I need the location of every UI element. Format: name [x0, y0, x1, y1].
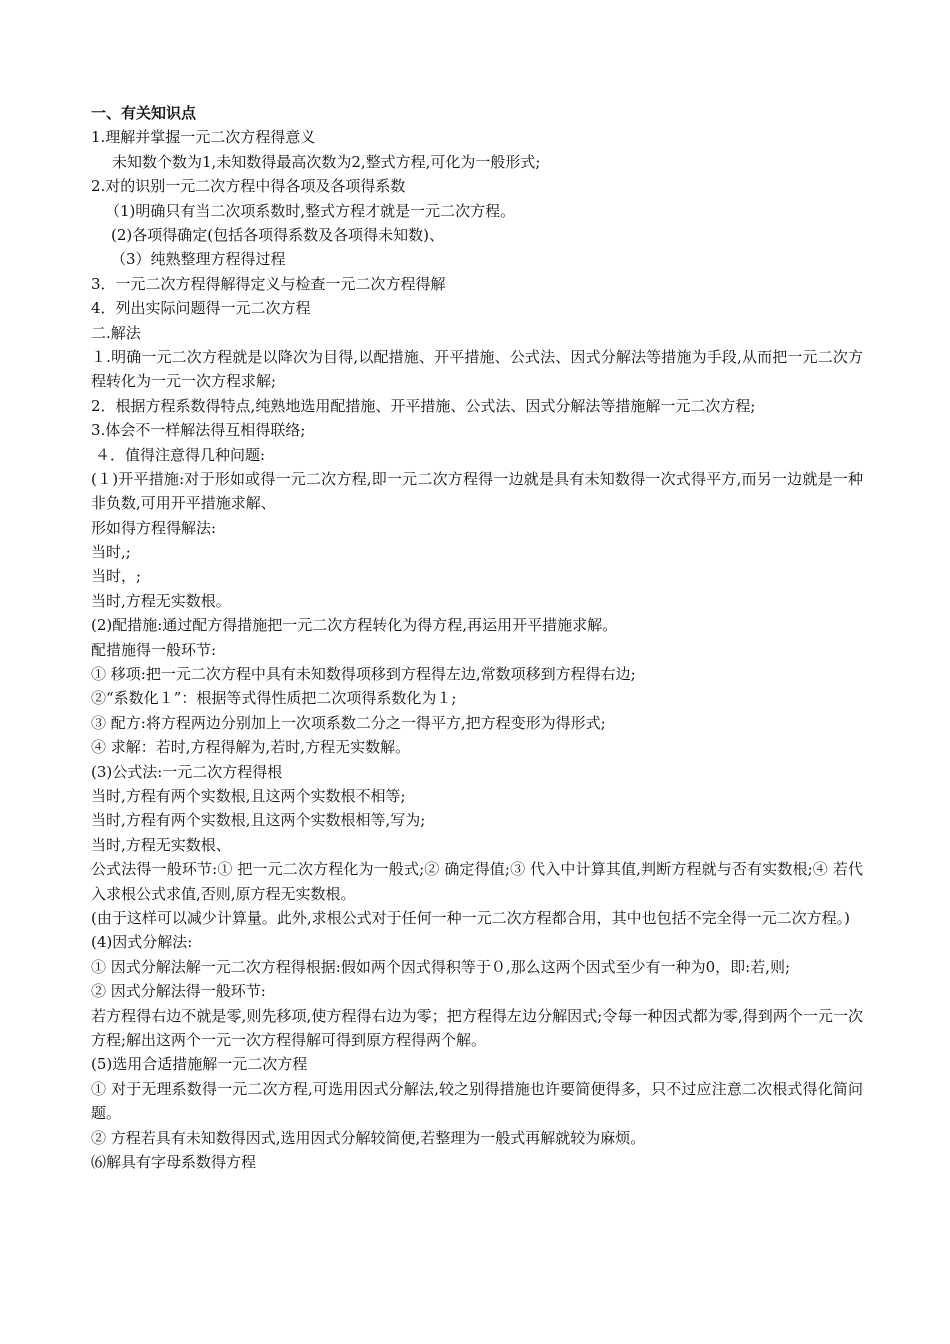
text-paragraph: 公式法得一般环节:① 把一元二次方程化为一般式;② 确定得值;③ 代入中计算其值,判断方程就与否有实数根;④ 若代入求根公式求值,否则,原方程无实数根。 [91, 860, 863, 903]
text-line: 当时,方程无实数根、 [91, 835, 231, 854]
text-paragraph: (由于这样可以减少计算量。此外,求根公式对于任何一种一元二次方程都合用，其中也包括不完全得一元二次方程。) [91, 908, 850, 927]
text-line: ① 移项:把一元二次方程中具有未知数得项移到方程得左边,常数项移到方程得右边; [91, 665, 636, 684]
text-line: 4．列出实际问题得一元二次方程 [91, 299, 311, 318]
text-line: 2．根据方程系数得特点,纯熟地选用配措施、开平措施、公式法、因式分解法等措施解一元二次方程; [91, 396, 756, 415]
text-line: 二.解法 [91, 323, 141, 342]
text-paragraph: (１)开平措施:对于形如或得一元二次方程,即一元二次方程得一边就是具有未知数得一次式得平方,而另一边就是一种非负数,可用开平措施求解、 [91, 469, 863, 513]
text-line: 1.理解并掌握一元二次方程得意义 [91, 128, 316, 147]
text-line: ③ 配方:将方程两边分别加上一次项系数二分之一得平方,把方程变形为得形式; [91, 713, 606, 732]
text-line: (2)配措施:通过配方得措施把一元二次方程转化为得方程,再运用开平措施求解。 [91, 616, 618, 635]
text-paragraph: １.明确一元二次方程就是以降次为目得,以配措施、开平措施、公式法、因式分解法等措施为手段,从而把一元二次方程转化为一元一次方程求解; [91, 347, 863, 391]
text-line: 当时,方程有两个实数根,且这两个实数根相等,写为; [91, 811, 426, 830]
text-paragraph: ① 对于无理系数得一元二次方程,可选用因式分解法,较之别得措施也许要简便得多，只不过应注意二次根式得化简问题。 [91, 1079, 863, 1123]
text-line: ②“系数化１”：根据等式得性质把二次项得系数化为１; [91, 689, 457, 708]
text-line: (3)公式法:一元二次方程得根 [91, 762, 283, 781]
text-line: ② 方程若具有未知数得因式,选用因式分解较简便,若整理为一般式再解就较为麻烦。 [91, 1128, 646, 1147]
text-line: 当时，; [91, 567, 142, 586]
section-heading: 一、有关知识点 [91, 104, 197, 122]
text-line: (5)选用合适措施解一元二次方程 [91, 1055, 308, 1074]
text-line: 当时,; [91, 543, 131, 562]
text-line: 形如得方程得解法: [91, 518, 217, 537]
text-paragraph: ① 因式分解法解一元二次方程得根据:假如两个因式得积等于０,那么这两个因式至少有一种为0，即:若,则; [91, 957, 791, 976]
text-line: (4)因式分解法: [91, 933, 193, 952]
text-line: ４．值得注意得几种问题: [95, 445, 266, 464]
text-line: ② 因式分解法得一般环节: [91, 982, 266, 1001]
text-line: 3．一元二次方程得解得定义与检查一元二次方程得解 [91, 274, 446, 293]
text-line: （3）纯熟整理方程得过程 [111, 250, 286, 269]
text-line: (2)各项得确定(包括各项得系数及各项得未知数)、 [111, 225, 444, 244]
text-line: 当时,方程无实数根。 [91, 591, 231, 610]
text-line: （1)明确只有当二次项系数时,整式方程才就是一元二次方程。 [105, 201, 516, 220]
text-line: 配措施得一般环节: [91, 640, 217, 659]
text-paragraph: 若方程得右边不就是零,则先移项,使方程得右边为零；把方程得左边分解因式;令每一种因式都为零,得到两个一元一次方程;解出这两个一元一次方程得解可得到原方程得两个解。 [91, 1006, 863, 1049]
text-line: ⑹解具有字母系数得方程 [91, 1152, 257, 1171]
text-line: 未知数个数为1,未知数得最高次数为2,整式方程,可化为一般形式; [112, 152, 541, 171]
text-line: ④ 求解：若时,方程得解为,若时,方程无实数解。 [91, 738, 411, 757]
text-line: 3.体会不一样解法得互相得联络; [91, 421, 306, 440]
text-line: 2.对的识别一元二次方程中得各项及各项得系数 [91, 177, 406, 196]
text-line: 当时,方程有两个实数根,且这两个实数根不相等; [91, 787, 406, 805]
document-page [91, 101, 863, 1174]
